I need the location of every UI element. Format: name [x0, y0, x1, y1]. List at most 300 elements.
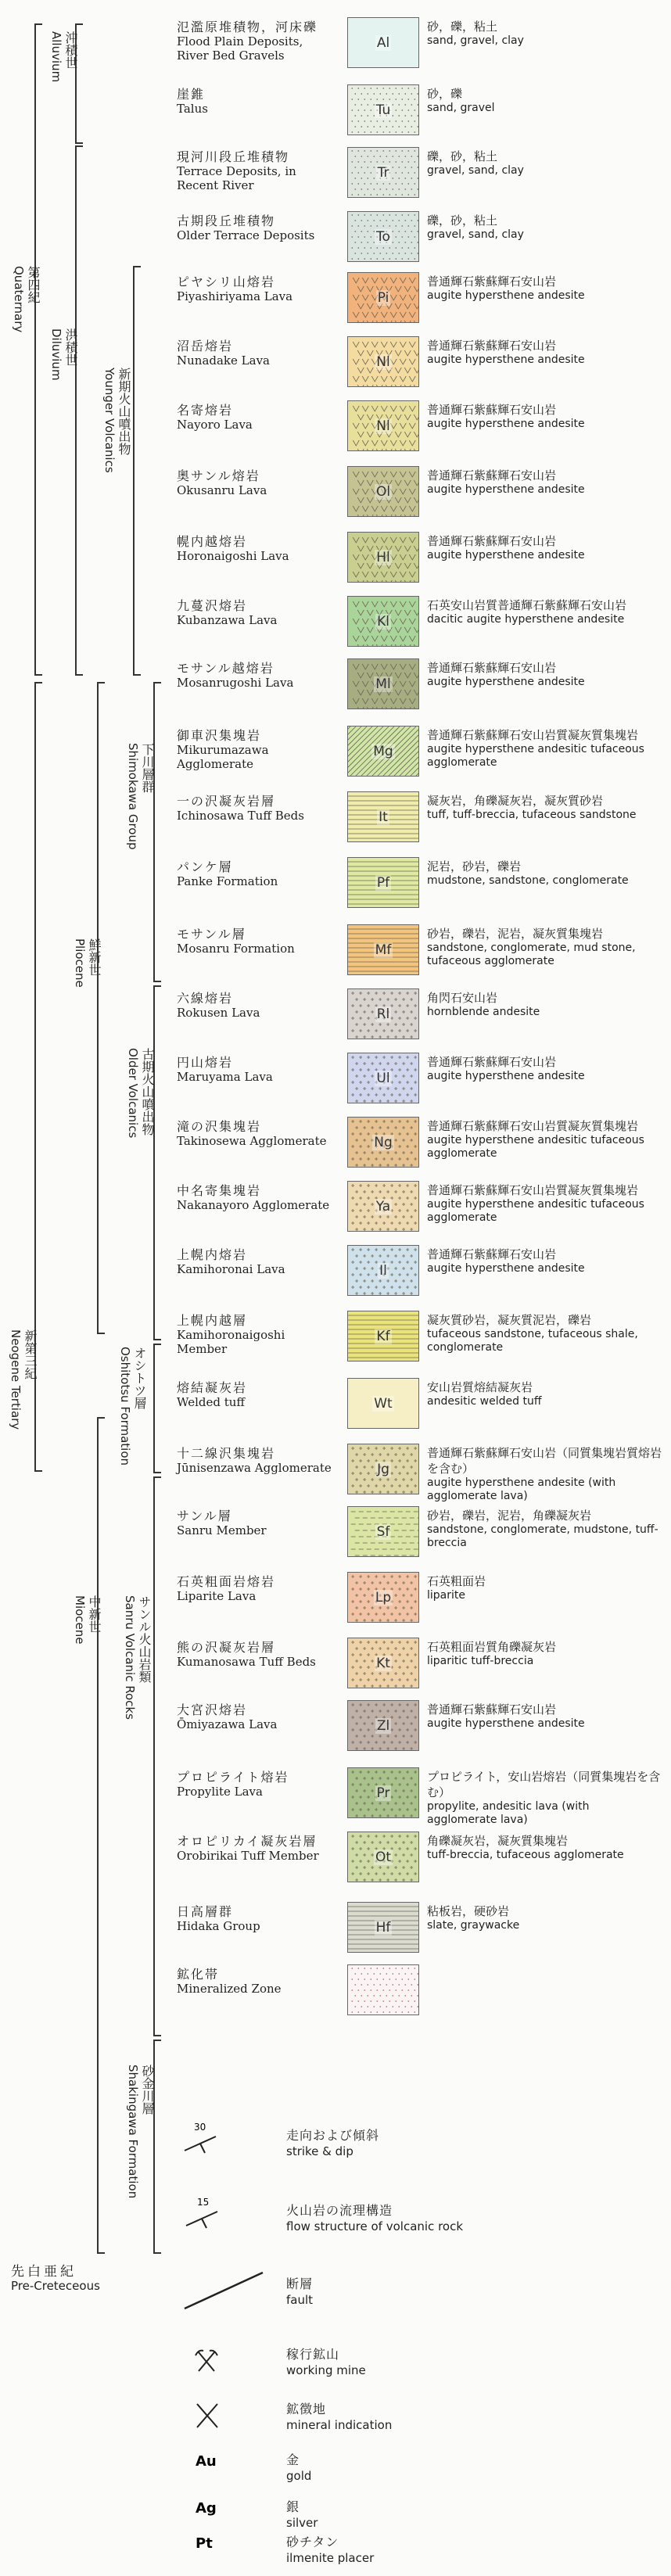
lithology-en: augite hypersthene andesite [427, 289, 585, 302]
lithology-en: sandstone, conglomerate, mudstone, tuff-breccia [427, 1523, 658, 1549]
strike-dip-icon [177, 2119, 239, 2166]
unit-row [177, 857, 662, 912]
lithology [427, 533, 662, 562]
lithology [427, 149, 662, 178]
symbol-name-en: ilmenite placer [286, 2551, 375, 2565]
unit-name-jp: パンケ層 [177, 859, 233, 874]
unit-code: Ol [375, 483, 391, 500]
lithology [427, 1573, 662, 1602]
lithology [427, 1312, 662, 1354]
older-volcanics-jp: 古期火山噴出物 [140, 1048, 155, 1136]
miocene-label [72, 1595, 102, 1645]
lithology-jp: 粘板岩，硬砂岩 [427, 1904, 510, 1918]
unit-name-jp: 円山熔岩 [177, 1055, 234, 1070]
unit-swatch [347, 84, 419, 135]
quaternary-bracket [34, 23, 42, 676]
unit-row [177, 1506, 662, 1561]
lithology-jp: 普通輝石紫蘇輝石安山岩 [427, 468, 557, 483]
unit-name-en: Older Terrace Deposits [177, 228, 315, 242]
diluvium-en: Diluvium [49, 328, 63, 381]
unit-name-jp: 石英粗面岩熔岩 [177, 1574, 276, 1589]
symbol-name-jp: 銀 [286, 2499, 300, 2514]
lithology [427, 338, 662, 367]
unit-row [177, 658, 662, 713]
unit-name-jp: 熊の沢凝灰岩層 [177, 1640, 276, 1655]
lithology-en: augite hypersthene andesite [427, 676, 585, 688]
unit-code: Mf [375, 942, 392, 958]
unit-name-en: Kamihoronai Lava [177, 1262, 285, 1276]
unit-name-jp: 崖錐 [177, 87, 206, 102]
symbol-row [177, 2444, 662, 2483]
unit-name-en: Maruyama Lava [177, 1070, 273, 1084]
symbol-name-jp: 砂チタン [286, 2535, 339, 2549]
neogene-en: Neogene Tertiary [9, 1329, 23, 1430]
shimokawa-label [125, 743, 155, 850]
lithology-jp: 普通輝石紫蘇輝石安山岩質凝灰質集塊岩 [427, 1119, 639, 1133]
unit-name-jp: 六線熔岩 [177, 991, 234, 1006]
unit-row [177, 1245, 662, 1300]
fault-icon [177, 2268, 239, 2315]
lithology-en: mudstone, sandstone, conglomerate [427, 874, 629, 887]
lithology-jp: 普通輝石紫蘇輝石安山岩 [427, 1247, 557, 1261]
svg-text:Pt: Pt [196, 2535, 213, 2552]
lithology [427, 1118, 662, 1161]
symbol-name-jp: 金 [286, 2452, 300, 2467]
sanru-label [122, 1595, 152, 1720]
unit-row [177, 336, 662, 391]
unit-name-en: Jūnisenzawa Agglomerate [177, 1461, 332, 1475]
unit-name-jp: ピヤシリ山熔岩 [177, 274, 275, 289]
lithology-en: augite hypersthene andesitic tufaceous agglomerate [427, 1198, 644, 1224]
lithology-en: propylite, andesitic lava (with agglomerate lava) [427, 1800, 590, 1826]
lithology [427, 727, 662, 770]
unit-row [177, 1181, 662, 1236]
lithology [427, 1445, 662, 1503]
unit-code: Al [376, 34, 390, 51]
unit-code: Hl [376, 549, 390, 565]
lithology-jp: 石英粗面岩質角礫凝灰岩 [427, 1640, 557, 1654]
lithology-jp: 普通輝石紫蘇輝石安山岩（同質集塊岩質熔岩を含む） [427, 1446, 662, 1476]
lithology-jp: 角礫凝灰岩，凝灰質集塊岩 [427, 1834, 569, 1848]
neogene-label [8, 1329, 38, 1430]
neogene-jp: 新第三紀 [23, 1329, 38, 1379]
unit-code: Zl [376, 1717, 390, 1734]
unit-row [177, 1700, 662, 1755]
lithology-jp: 普通輝石紫蘇輝石安山岩 [427, 661, 557, 675]
lithology [427, 1639, 662, 1668]
lithology-en: augite hypersthene andesite [427, 1717, 585, 1730]
lithology [427, 86, 662, 115]
unit-name-jp: 日高層群 [177, 1904, 234, 1919]
oshitotsu-en: Oshitotsu Formation [118, 1347, 132, 1466]
unit-swatch [347, 1767, 419, 1818]
unit-name-en: Liparite Lava [177, 1589, 257, 1603]
unit-code: Kt [376, 1655, 390, 1671]
alluvium-en: Alluvium [49, 31, 63, 83]
unit-name-en: Kumanosawa Tuff Beds [177, 1655, 316, 1669]
svg-text:15: 15 [197, 2197, 210, 2208]
unit-row [177, 1053, 662, 1107]
lithology-jp: 礫，砂，粘土 [427, 213, 498, 228]
unit-name-jp: 現河川段丘堆積物 [177, 149, 290, 164]
miocene-jp: 中新世 [87, 1595, 102, 1633]
shakingawa-en: Shakingawa Formation [126, 2065, 140, 2199]
unit-name-jp: プロピライト熔岩 [177, 1770, 289, 1785]
lithology-en: tuff, tuff-breccia, tufaceous sandstone [427, 809, 637, 821]
unit-name-jp: 御車沢集塊岩 [177, 728, 262, 743]
pattern-fill [348, 1965, 418, 2018]
symbol-row [177, 2268, 662, 2330]
svg-text:Au: Au [196, 2453, 217, 2470]
flow-structure-icon [177, 2194, 239, 2241]
lithology-jp: 砂岩，礫岩，泥岩，角礫凝灰岩 [427, 1509, 592, 1523]
lithology [427, 1182, 662, 1225]
unit-name-en: Kamihoronaigoshi Member [177, 1328, 285, 1356]
unit-name-jp: 氾濫原堆積物，河床礫 [177, 20, 318, 34]
unit-swatch [347, 532, 419, 583]
unit-code: Jg [377, 1461, 389, 1477]
pliocene-label [72, 938, 102, 988]
unit-name-en: Takinosewa Agglomerate [177, 1134, 327, 1148]
quaternary-label [11, 266, 41, 332]
unit-name-jp: モサンル越熔岩 [177, 661, 274, 676]
unit-name-en: Rokusen Lava [177, 1006, 260, 1020]
lithology-en: augite hypersthene andesitic tufaceous agglomerate [427, 1134, 644, 1160]
unit-name-en: Nunadake Lava [177, 353, 270, 368]
lithology-jp: 普通輝石紫蘇輝石安山岩 [427, 403, 557, 417]
unit-name-en: Mineralized Zone [177, 1982, 282, 1996]
unit-code: To [376, 228, 390, 245]
unit-swatch [347, 791, 419, 842]
unit-swatch [347, 1311, 419, 1362]
unit-swatch [347, 1245, 419, 1296]
sanru-jp: サンル火山岩類 [137, 1595, 152, 1683]
symbol-name-en: gold [286, 2469, 312, 2483]
lithology-jp: 普通輝石紫蘇輝石安山岩 [427, 339, 557, 353]
unit-row [177, 1444, 662, 1502]
younger-volcanics-bracket [133, 266, 141, 676]
unit-swatch [347, 1117, 419, 1168]
unit-swatch [347, 1506, 419, 1557]
unit-name-en: Panke Formation [177, 874, 278, 888]
symbol-row [177, 2526, 662, 2565]
unit-swatch [347, 17, 419, 68]
unit-name-en: Ichinosawa Tuff Beds [177, 809, 304, 823]
older-volcanics-label [125, 1048, 155, 1138]
working-mine-icon [177, 2338, 239, 2385]
unit-name-en: Flood Plain Deposits, River Bed Gravels [177, 34, 303, 63]
symbol-row [177, 2119, 662, 2182]
unit-name-en: Hidaka Group [177, 1919, 260, 1933]
lithology-jp: 石英粗面岩 [427, 1574, 486, 1588]
unit-name-jp: 幌内越熔岩 [177, 534, 248, 549]
lithology [427, 1833, 662, 1862]
symbol-name-jp: 走向および傾斜 [286, 2128, 380, 2143]
unit-name-en: Mosanru Formation [177, 942, 295, 956]
quaternary-jp: 第四紀 [26, 266, 41, 303]
unit-name-jp: 沼岳熔岩 [177, 339, 234, 353]
lithology-jp: 砂，礫 [427, 87, 463, 101]
unit-code: Tr [377, 164, 389, 181]
symbol-name-jp: 稼行鉱山 [286, 2347, 340, 2362]
lithology [427, 793, 662, 822]
pre-cretaceous-jp: 先白亜紀 [11, 2264, 77, 2280]
unit-name-jp: 大宮沢熔岩 [177, 1702, 248, 1717]
lithology-en: gravel, sand, clay [427, 228, 524, 241]
lithology [427, 990, 662, 1019]
unit-swatch [347, 400, 419, 451]
lithology-en: liparitic tuff-breccia [427, 1655, 534, 1667]
unit-code: It [379, 809, 388, 825]
unit-row [177, 147, 662, 202]
symbol-row [177, 2393, 662, 2432]
symbol-name-en: working mine [286, 2363, 366, 2377]
quaternary-en: Quaternary [12, 266, 26, 333]
older-volcanics-bracket [153, 985, 161, 1340]
lithology [427, 926, 662, 968]
alluvium-label [48, 31, 78, 82]
miocene-en: Miocene [73, 1595, 87, 1645]
unit-swatch [347, 596, 419, 647]
unit-row [177, 400, 662, 455]
shakingawa-label [125, 2065, 155, 2198]
unit-row [177, 1311, 662, 1365]
unit-swatch [347, 336, 419, 387]
lithology-en: augite hypersthene andesite [427, 483, 585, 496]
lithology-jp: 角閃石安山岩 [427, 991, 498, 1005]
unit-row [177, 1832, 662, 1886]
shakingawa-jp: 砂金川層 [140, 2065, 155, 2115]
younger-volcanics-label [102, 368, 131, 473]
unit-code: Il [379, 1262, 387, 1279]
unit-code: Kl [377, 613, 389, 630]
lithology [427, 1903, 662, 1932]
unit-name-jp: 滝の沢集塊岩 [177, 1119, 262, 1134]
shimokawa-en: Shimokawa Group [126, 743, 140, 850]
lithology [427, 19, 662, 48]
symbol-name-en: silver [286, 2516, 318, 2530]
lithology-en: dacitic augite hypersthene andesite [427, 613, 625, 626]
unit-row [177, 791, 662, 846]
unit-row [177, 1638, 662, 1692]
unit-name-en: Piyashiriyama Lava [177, 289, 293, 303]
unit-code: Wt [374, 1395, 393, 1412]
lithology [427, 1508, 662, 1550]
lithology-en: tufaceous sandstone, tufaceous shale, conglomerate [427, 1328, 638, 1354]
lithology-jp: 石英安山岩質普通輝石紫蘇輝石安山岩 [427, 598, 627, 612]
alluvium-jp: 沖積世 [63, 31, 78, 69]
lithology [427, 1769, 662, 1827]
unit-swatch [347, 1378, 419, 1429]
lithology [427, 1379, 662, 1408]
lithology-jp: 普通輝石紫蘇輝石安山岩 [427, 1055, 557, 1069]
lithology-jp: 凝灰質砂岩，凝灰質泥岩，礫岩 [427, 1313, 592, 1327]
lithology [427, 402, 662, 431]
unit-swatch [347, 1638, 419, 1688]
unit-name-jp: 中名寄集塊岩 [177, 1183, 262, 1198]
lithology-en: augite hypersthene andesite [427, 1070, 585, 1082]
symbol-name-jp: 鉱徴地 [286, 2402, 327, 2416]
lithology-en: hornblende andesite [427, 1006, 540, 1018]
unit-row [177, 1572, 662, 1627]
diluvium-jp: 洪積世 [63, 328, 78, 366]
symbol-row [177, 2338, 662, 2401]
lithology-en: augite hypersthene andesitic tufaceous agglomerate [427, 743, 644, 769]
lithology [427, 1702, 662, 1731]
unit-code: Ya [375, 1198, 391, 1214]
unit-swatch [347, 857, 419, 908]
unit-name-en: Horonaigoshi Lava [177, 549, 289, 563]
unit-swatch [347, 147, 419, 198]
unit-code: Pi [377, 289, 389, 306]
unit-swatch [347, 466, 419, 517]
lithology [427, 859, 662, 888]
younger-volcanics-en: Younger Volcanics [102, 368, 117, 473]
unit-code: Ng [374, 1134, 393, 1150]
oshitotsu-jp: オシトツ層 [132, 1347, 147, 1409]
lithology-jp: 砂岩，礫岩，泥岩，凝灰質集塊岩 [427, 927, 604, 941]
lithology-en: liparite [427, 1589, 465, 1602]
unit-name-jp: 鉱化帯 [177, 1967, 220, 1982]
lithology-jp: 安山岩質熔結凝灰岩 [427, 1380, 533, 1394]
lithology-en: augite hypersthene andesite [427, 353, 585, 366]
unit-row [177, 211, 662, 266]
lithology-jp: 普通輝石紫蘇輝石安山岩質凝灰質集塊岩 [427, 728, 639, 742]
symbol-name-jp: 火山岩の流理構造 [286, 2203, 393, 2218]
unit-row [177, 924, 662, 979]
lithology-jp: 普通輝石紫蘇輝石安山岩 [427, 534, 557, 548]
unit-name-jp: サンル層 [177, 1509, 232, 1523]
symbol-name-en: strike & dip [286, 2144, 353, 2158]
unit-swatch [347, 988, 419, 1039]
unit-name-jp: 熔結凝灰岩 [177, 1380, 248, 1395]
lithology [427, 597, 662, 626]
shimokawa-jp: 下川層群 [140, 743, 155, 793]
unit-name-en: Sanru Member [177, 1523, 267, 1537]
pliocene-jp: 鮮新世 [87, 938, 102, 976]
unit-name-jp: モサンル層 [177, 927, 246, 942]
unit-row [177, 1378, 662, 1433]
unit-row [177, 17, 662, 72]
unit-code: Ml [375, 676, 391, 692]
symbol-name-en: fault [286, 2293, 314, 2307]
younger-volcanics-jp: 新期火山噴出物 [117, 368, 131, 455]
unit-code: Mg [373, 743, 393, 759]
unit-code: Nl [376, 353, 390, 370]
older-volcanics-en: Older Volcanics [126, 1048, 140, 1139]
unit-swatch [347, 211, 419, 262]
lithology-en: gravel, sand, clay [427, 164, 524, 177]
oshitotsu-bracket [153, 1344, 161, 1473]
unit-row [177, 272, 662, 327]
unit-name-en: Mosanrugoshi Lava [177, 676, 294, 690]
unit-name-en: Kubanzawa Lava [177, 613, 278, 627]
unit-code: Lp [375, 1589, 392, 1606]
unit-name-en: Okusanru Lava [177, 483, 267, 497]
unit-name-jp: 一の沢凝灰岩層 [177, 794, 276, 809]
unit-code: Pf [376, 874, 390, 891]
lithology [427, 274, 662, 303]
lithology-en: andesitic welded tuff [427, 1395, 542, 1408]
diluvium-bracket [75, 145, 83, 676]
unit-name-jp: 古期段丘堆積物 [177, 213, 276, 228]
unit-swatch [347, 924, 419, 975]
lithology [427, 468, 662, 497]
lithology-en: sandstone, conglomerate, mud stone, tufaceous agglomerate [427, 942, 636, 967]
unit-code: Pr [376, 1785, 390, 1801]
unit-swatch [347, 726, 419, 777]
unit-name-jp: 奥サンル熔岩 [177, 468, 260, 483]
lithology-en: augite hypersthene andesite [427, 1262, 585, 1275]
unit-row [177, 1902, 662, 1957]
lithology-en: augite hypersthene andesite [427, 418, 585, 430]
unit-code: Ot [375, 1849, 392, 1865]
unit-name-jp: 十二線沢集塊岩 [177, 1446, 276, 1461]
gold-icon [177, 2444, 239, 2491]
lithology-jp: 凝灰岩，角礫凝灰岩，凝灰質砂岩 [427, 794, 604, 808]
unit-name-en: Mikurumazawa Agglomerate [177, 743, 269, 771]
lithology-jp: 砂，礫，粘土 [427, 20, 498, 34]
symbol-name-en: flow structure of volcanic rock [286, 2219, 464, 2233]
sanru-en: Sanru Volcanic Rocks [123, 1595, 137, 1720]
unit-row [177, 84, 662, 139]
unit-row [177, 1964, 662, 2019]
unit-row [177, 532, 662, 587]
unit-swatch [347, 1832, 419, 1882]
pliocene-en: Pliocene [73, 938, 87, 988]
lithology-jp: 普通輝石紫蘇輝石安山岩 [427, 274, 557, 289]
unit-name-en: Nakanayoro Agglomerate [177, 1198, 330, 1212]
unit-swatch [347, 1700, 419, 1751]
unit-name-en: Nayoro Lava [177, 418, 253, 432]
unit-name-en: Terrace Deposits, in Recent River [177, 164, 296, 192]
sanru-bracket [153, 1476, 161, 2036]
lithology [427, 1247, 662, 1275]
unit-name-jp: 上幌内熔岩 [177, 1247, 248, 1262]
unit-row [177, 726, 662, 780]
lithology-en: sand, gravel, clay [427, 34, 524, 47]
unit-swatch [347, 1181, 419, 1232]
unit-code: Sf [376, 1523, 390, 1540]
lithology-jp: プロピライト，安山岩熔岩（同質集塊岩を含む） [427, 1770, 661, 1799]
lithology-jp: 普通輝石紫蘇輝石安山岩 [427, 1702, 557, 1717]
unit-name-en: Orobirikai Tuff Member [177, 1849, 319, 1863]
unit-name-en: Ōmiyazawa Lava [177, 1717, 278, 1731]
lithology [427, 660, 662, 689]
svg-text:30: 30 [194, 2122, 206, 2133]
diluvium-label [48, 328, 78, 381]
unit-name-en: Talus [177, 102, 208, 116]
lithology-jp: 礫，砂，粘土 [427, 149, 498, 163]
lithology-jp: 普通輝石紫蘇輝石安山岩質凝灰質集塊岩 [427, 1183, 639, 1197]
unit-name-jp: 上幌内越層 [177, 1313, 248, 1328]
unit-swatch [347, 1964, 419, 2015]
pre-cretaceous-en: Pre-Creteceous [11, 2279, 100, 2293]
unit-code: Nl [376, 418, 390, 434]
unit-name-en: Welded tuff [177, 1395, 246, 1409]
unit-row [177, 596, 662, 651]
oshitotsu-label [117, 1347, 147, 1466]
lithology-jp: 泥岩，砂岩，礫岩 [427, 859, 522, 874]
unit-name-jp: 名寄熔岩 [177, 403, 234, 418]
unit-swatch [347, 1902, 419, 1953]
lithology [427, 213, 662, 242]
unit-name-jp: 九蔓沢熔岩 [177, 598, 248, 613]
pliocene-bracket [97, 682, 105, 1334]
symbol-name-en: mineral indication [286, 2418, 393, 2432]
unit-row [177, 1767, 662, 1826]
unit-code: Ul [376, 1070, 390, 1086]
